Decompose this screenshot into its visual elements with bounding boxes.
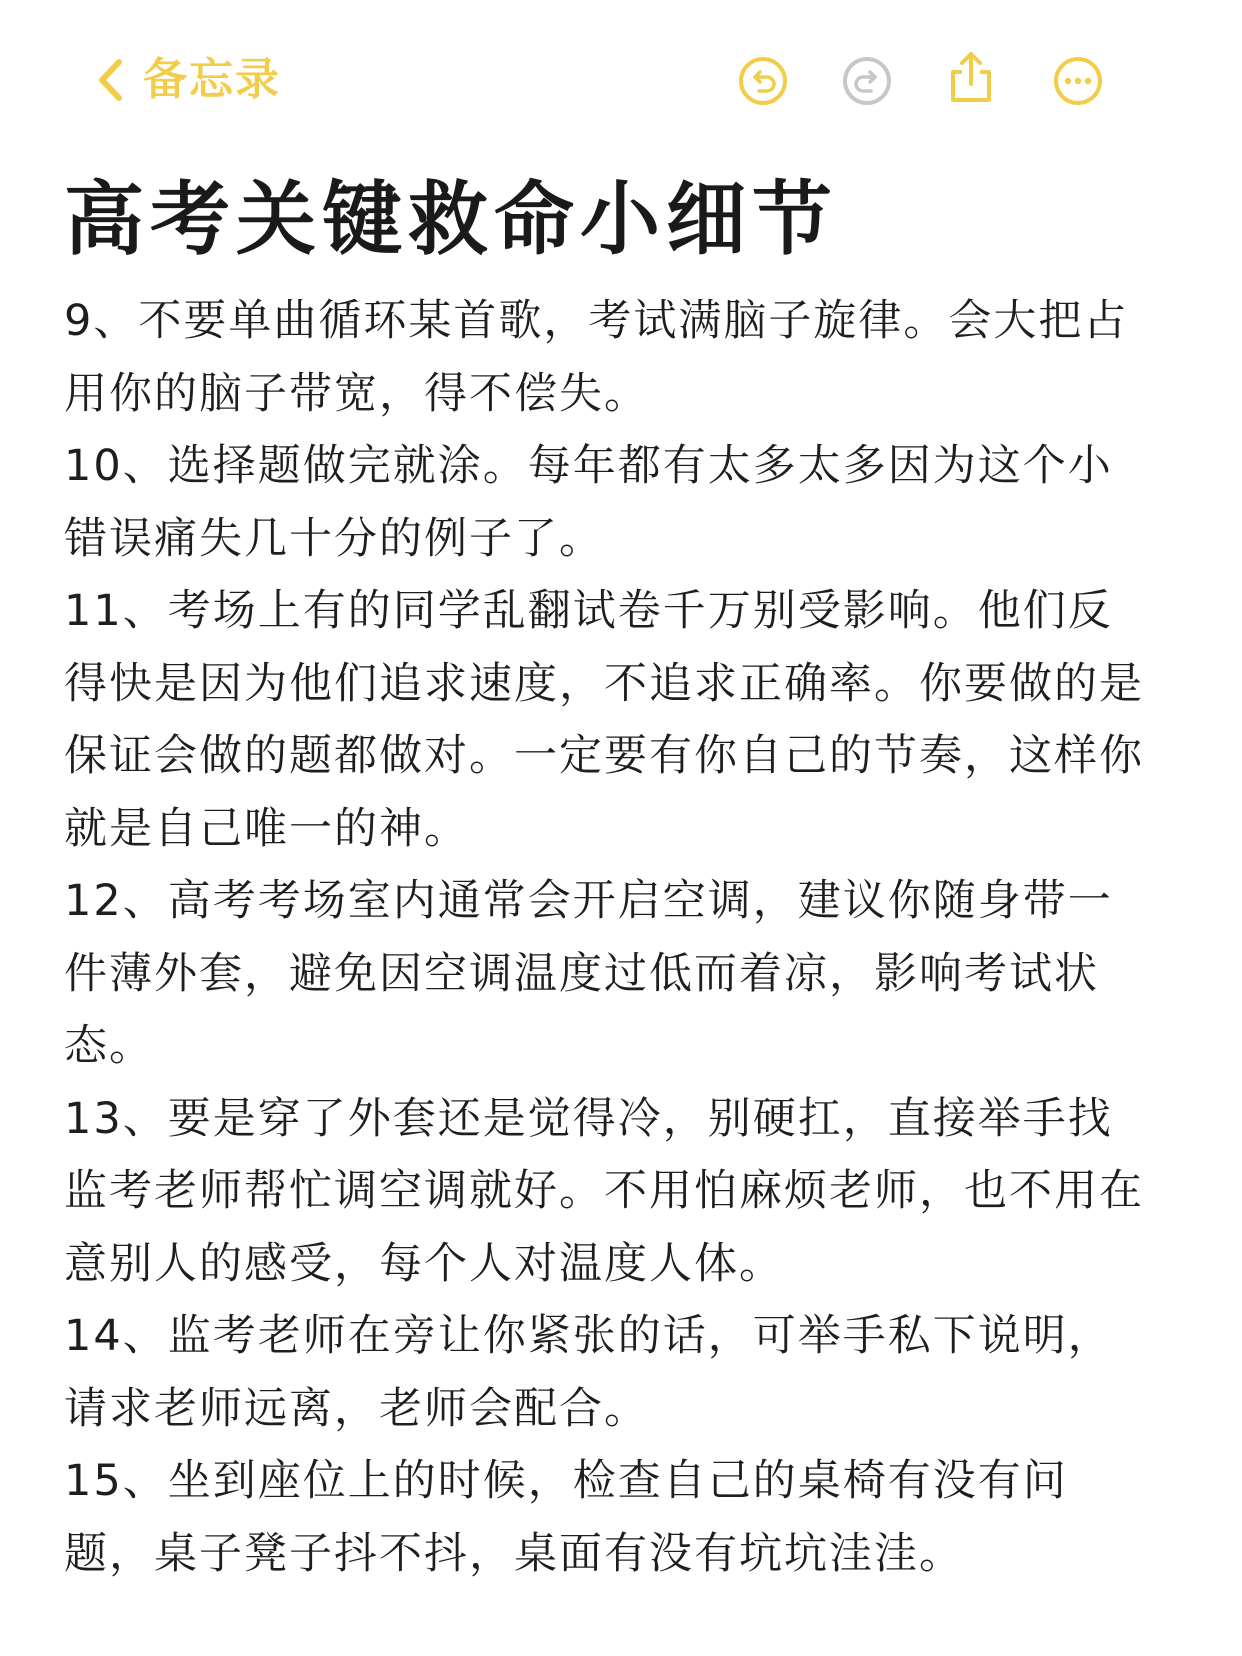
chevron-left-icon: [95, 57, 125, 103]
note-item-11: 11、考场上有的同学乱翻试卷千万别受影响。他们反得快是因为他们追求速度，不追求正确率。你要做的是保证会做的题都做对。一定要有你自己的节奏，这样你就是自己唯一的神。: [64, 586, 1144, 854]
back-button[interactable]: [95, 50, 281, 110]
note-item-13: 13、要是穿了外套还是觉得冷，别硬扛，直接举手找监考老师帮忙调空调就好。不用怕麻烦老师，也不用在意别人的感受，每个人对温度人体。: [64, 1093, 1144, 1289]
navigation-bar: [0, 0, 1242, 160]
note-item-9: 9、不要单曲循环某首歌，考试满脑子旋律。会大把占用你的脑子带宽，得不偿失。: [64, 296, 1129, 419]
share-icon[interactable]: [945, 50, 997, 102]
redo-icon[interactable]: [841, 55, 893, 107]
note-title: 高考关键救命小细节: [64, 173, 838, 266]
back-button-label: 备忘录: [143, 54, 281, 105]
note-item-14: 14、监考老师在旁让你紧张的话，可举手私下说明，请求老师远离，老师会配合。: [64, 1311, 1113, 1434]
note-item-12: 12、高考考场室内通常会开启空调，建议你随身带一件薄外套，避免因空调温度过低而着凉，影响考试状态。: [64, 876, 1113, 1071]
note-body[interactable]: [64, 285, 1154, 1590]
note-item-15: 15、坐到座位上的时候，检查自己的桌椅有没有问题，桌子凳子抖不抖，桌面有没有坑坑洼洼。: [64, 1456, 1068, 1579]
note-item-10: 10、选择题做完就涂。每年都有太多太多因为这个小错误痛失几十分的例子了。: [64, 441, 1113, 564]
more-icon[interactable]: [1052, 55, 1104, 107]
undo-icon[interactable]: [737, 55, 789, 107]
